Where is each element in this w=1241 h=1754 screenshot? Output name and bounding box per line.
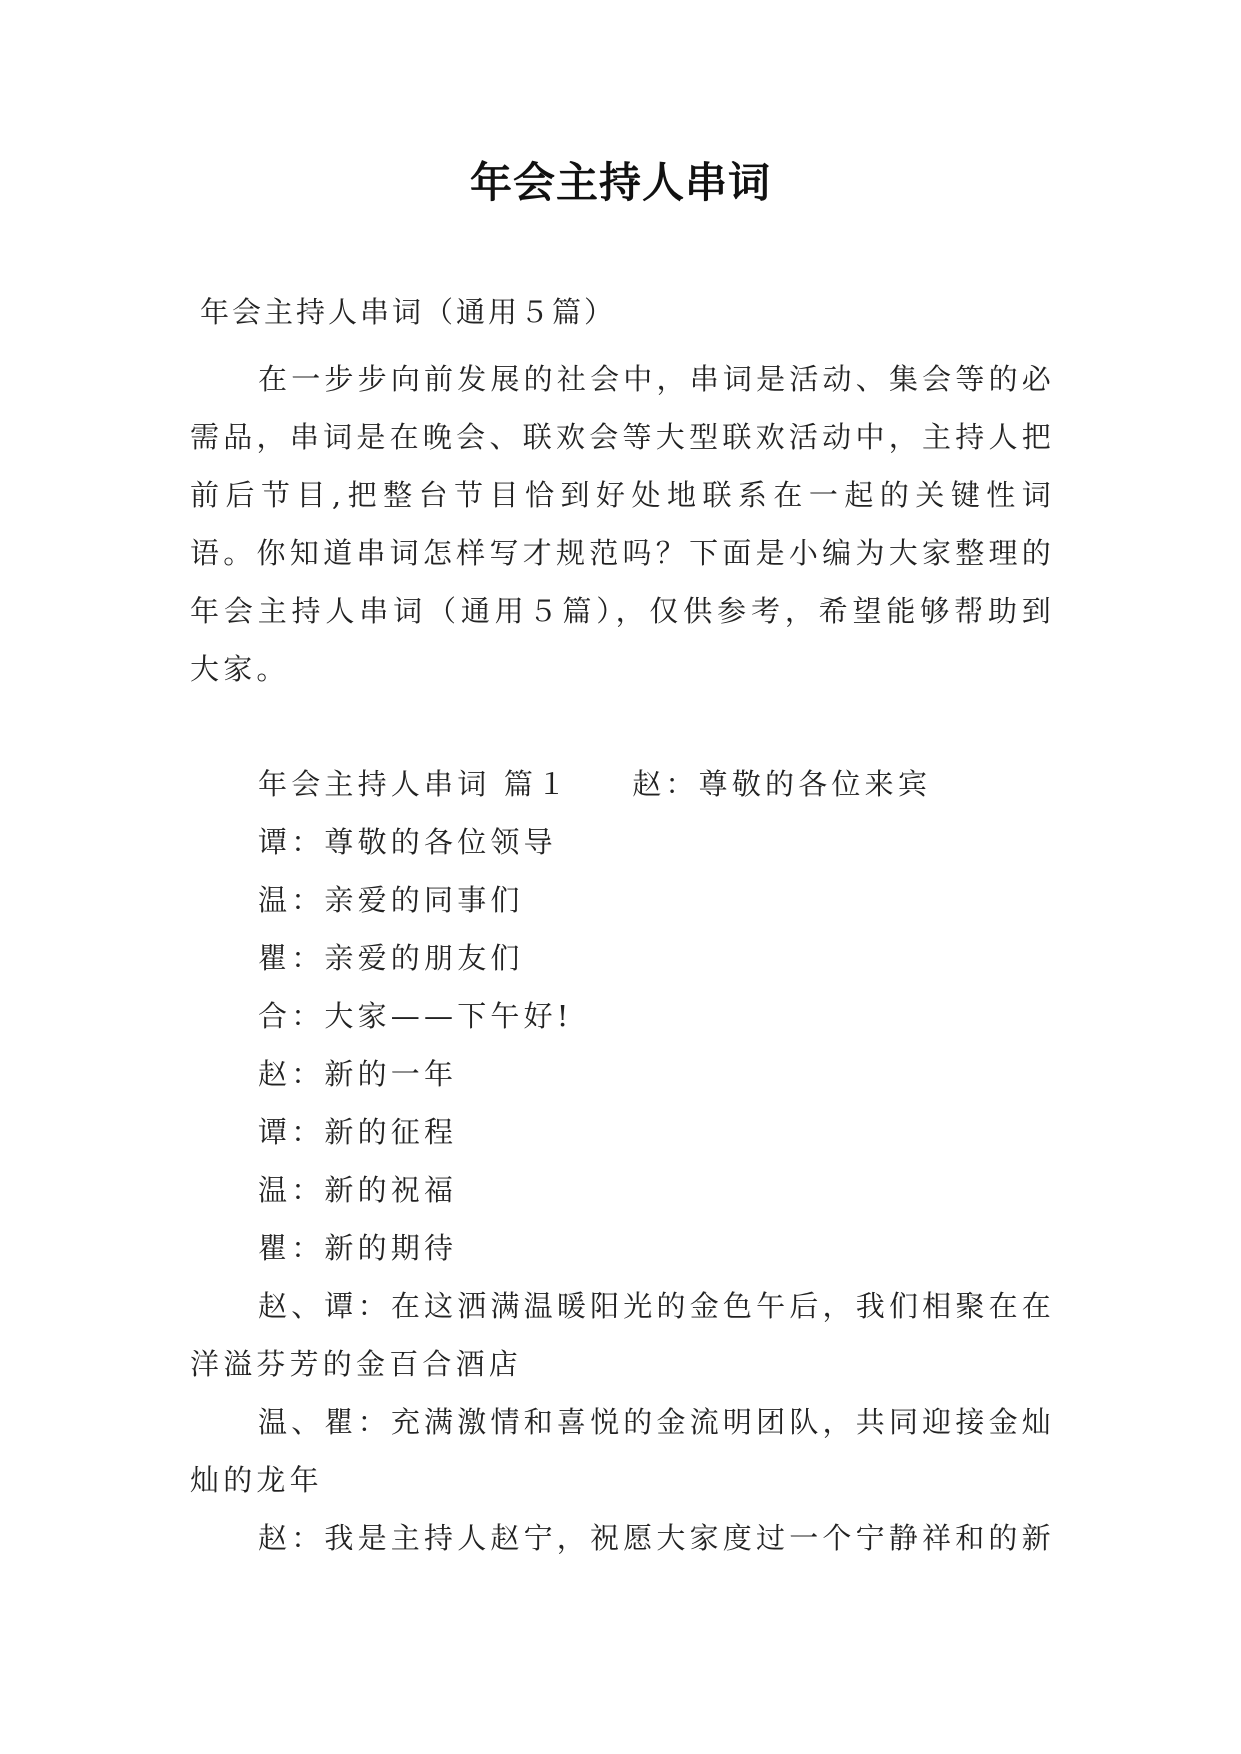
dialogue-line: 赵：我是主持人赵宁，祝愿大家度过一个宁静祥和的新 <box>258 1521 1055 1555</box>
dialogue-line: 温、瞿：充满激情和喜悦的金流明团队，共同迎接金灿灿的龙年 <box>190 1405 1055 1497</box>
dialogue-line: 赵：新的一年 <box>258 1057 458 1091</box>
dialogue-line: 谭：尊敬的各位领导 <box>258 825 557 859</box>
dialogue-line: 温：亲爱的同事们 <box>258 883 524 917</box>
dialogue-line: 瞿：亲爱的朋友们 <box>258 941 524 975</box>
document-subtitle: 年会主持人串词（通用５篇） <box>200 295 617 329</box>
dialogue-line: 谭：新的征程 <box>258 1115 458 1149</box>
section-heading-line <box>190 755 1055 813</box>
intro-paragraph: 在一步步向前发展的社会中，串词是活动、集会等的必需品，串词是在晚会、联欢会等大型联欢活动中，主持人把前后节目,把整台节目恰到好处地联系在一起的关键性词语。你知道串词怎样写才规范吗？下面是小编为大家整理的年会主持人串词（通用５篇），仅供参考，希望能够帮助到大家。 <box>190 362 1055 686</box>
section-1 <box>190 755 1055 1567</box>
dialogue-line: 合：大家——下午好! <box>258 999 573 1033</box>
dialogue-line: 赵、谭：在这洒满温暖阳光的金色午后，我们相聚在在洋溢芬芳的金百合酒店 <box>190 1289 1055 1381</box>
section-heading: 年会主持人串词 篇１ <box>258 767 571 801</box>
dialogue-line: 瞿：新的期待 <box>258 1231 458 1265</box>
document-title: 年会主持人串词 <box>469 158 771 207</box>
dialogue-line: 赵：尊敬的各位来宾 <box>632 767 932 801</box>
dialogue-line: 温：新的祝福 <box>258 1173 458 1207</box>
